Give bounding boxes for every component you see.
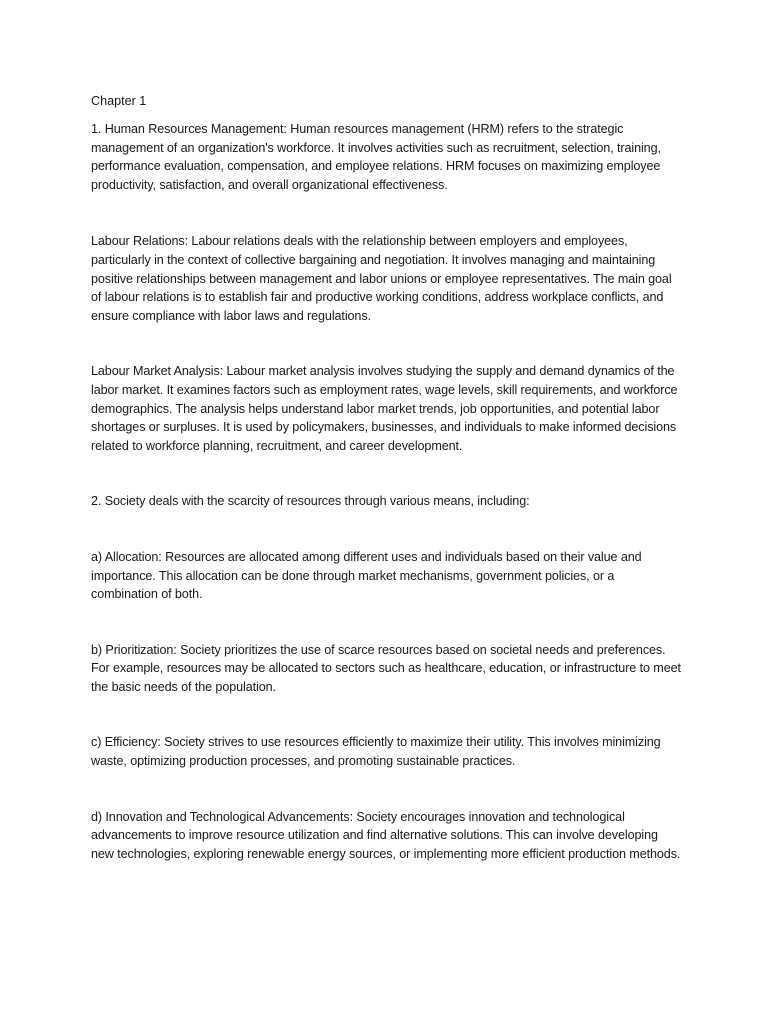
paragraph-hrm: 1. Human Resources Management: Human resources management (HRM) refers to the strategic management of an organization's workforce. It involves activities such as recruitment, selection, training, performance evaluation, compensation, and employee relations. HRM focuses on maximizing employee productivity, satisfaction, and overall organizational effectiveness.	[91, 122, 661, 192]
paragraph-prioritization: b) Prioritization: Society prioritizes the use of scarce resources based on societal needs and preferences. For example, resources may be allocated to sectors such as healthcare, education, or infrastructure to meet the basic needs of the population.	[91, 642, 681, 694]
chapter-title: Chapter 1	[91, 94, 147, 108]
document-body	[91, 92, 681, 863]
paragraph-innovation: d) Innovation and Technological Advancements: Society encourages innovation and technological advancements to improve resource utilization and find alternative solutions. This can involve developing new technologies, exploring renewable energy sources, or implementing more efficient production methods.	[91, 809, 681, 861]
paragraph-society-scarcity: 2. Society deals with the scarcity of resources through various means, including:	[91, 494, 530, 509]
paragraph-allocation: a) Allocation: Resources are allocated among different uses and individuals based on their value and importance. This allocation can be done through market mechanisms, government policies, or a combination of both.	[91, 549, 642, 602]
paragraph-labour-market-analysis: Labour Market Analysis: Labour market analysis involves studying the supply and demand dynamics of the labor market. It examines factors such as employment rates, wage levels, skill requirements, and workforce demographics. The analysis helps understand labor market trends, job opportunities, and potential labor shortages or surpluses. It is used by policymakers, businesses, and individuals to make informed decisions related to workforce planning, recruitment, and career development.	[91, 364, 678, 453]
paragraph-labour-relations: Labour Relations: Labour relations deals with the relationship between employers and employees, particularly in the context of collective bargaining and negotiation. It involves managing and maintaining positive relationships between management and labor unions or employee representatives. The main goal of labour relations is to establish fair and productive working conditions, address workplace conflicts, and ensure compliance with labor laws and regulations.	[91, 234, 672, 323]
paragraph-efficiency: c) Efficiency: Society strives to use resources efficiently to maximize their utility. This involves minimizing waste, optimizing production processes, and promoting sustainable practices.	[91, 735, 661, 769]
